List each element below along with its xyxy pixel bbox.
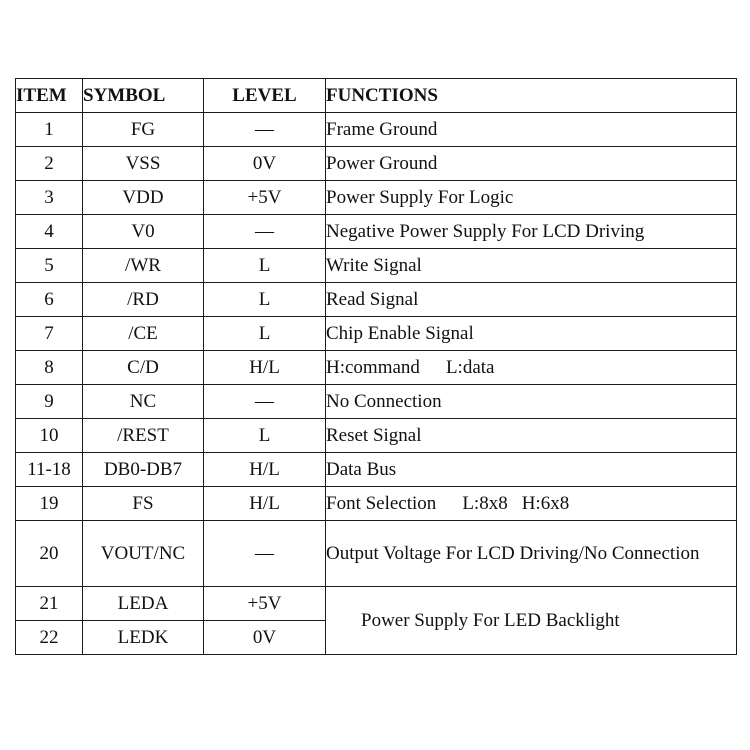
symbol-cell: DB0-DB7 [83, 453, 204, 487]
function-cell: Chip Enable Signal [326, 317, 737, 351]
level-cell: — [204, 521, 326, 587]
table-row [16, 487, 737, 521]
table-row [16, 215, 737, 249]
function-cell: Frame Ground [326, 113, 737, 147]
symbol-cell: FS [83, 487, 204, 521]
item-cell: 19 [16, 487, 83, 521]
function-cell: No Connection [326, 385, 737, 419]
table-row [16, 587, 737, 621]
symbol-cell: /REST [83, 419, 204, 453]
table-row [16, 385, 737, 419]
function-cell: Data Bus [326, 453, 737, 487]
level-cell: +5V [204, 181, 326, 215]
function-cell: Power Ground [326, 147, 737, 181]
symbol-cell: NC [83, 385, 204, 419]
table-row [16, 283, 737, 317]
symbol-cell: /RD [83, 283, 204, 317]
symbol-cell: LEDA [83, 587, 204, 621]
table-row [16, 419, 737, 453]
symbol-cell: VDD [83, 181, 204, 215]
level-cell: — [204, 215, 326, 249]
function-part-8x8: L:8x8 [462, 492, 508, 514]
level-cell: 0V [204, 147, 326, 181]
item-cell: 3 [16, 181, 83, 215]
symbol-cell: /CE [83, 317, 204, 351]
item-cell: 22 [16, 621, 83, 655]
function-cell [326, 351, 737, 385]
item-cell: 6 [16, 283, 83, 317]
item-cell: 9 [16, 385, 83, 419]
table-row [16, 249, 737, 283]
header-symbol: SYMBOL [83, 79, 204, 113]
function-cell: Negative Power Supply For LCD Driving [326, 215, 737, 249]
item-cell: 7 [16, 317, 83, 351]
symbol-cell: VSS [83, 147, 204, 181]
function-cell [326, 487, 737, 521]
level-cell: H/L [204, 351, 326, 385]
item-cell: 4 [16, 215, 83, 249]
level-cell: — [204, 385, 326, 419]
function-cell-merged: Power Supply For LED Backlight [326, 587, 737, 655]
function-part-6x8: H:6x8 [521, 492, 570, 514]
item-cell: 1 [16, 113, 83, 147]
symbol-cell: FG [83, 113, 204, 147]
level-cell: +5V [204, 587, 326, 621]
level-cell: H/L [204, 453, 326, 487]
function-cell: Read Signal [326, 283, 737, 317]
header-item: ITEM [16, 79, 83, 113]
table-row [16, 181, 737, 215]
level-cell: L [204, 317, 326, 351]
item-cell: 10 [16, 419, 83, 453]
level-cell: 0V [204, 621, 326, 655]
item-cell: 11-18 [16, 453, 83, 487]
function-cell: Write Signal [326, 249, 737, 283]
level-cell: H/L [204, 487, 326, 521]
table-row [16, 317, 737, 351]
table-row [16, 453, 737, 487]
symbol-cell: /WR [83, 249, 204, 283]
item-cell: 8 [16, 351, 83, 385]
level-cell: L [204, 419, 326, 453]
level-cell: — [204, 113, 326, 147]
table-row [16, 521, 737, 587]
symbol-cell: LEDK [83, 621, 204, 655]
header-functions: FUNCTIONS [326, 79, 737, 113]
item-cell: 21 [16, 587, 83, 621]
item-cell: 5 [16, 249, 83, 283]
table-row [16, 147, 737, 181]
symbol-cell: VOUT/NC [83, 521, 204, 587]
symbol-cell: V0 [83, 215, 204, 249]
table-row [16, 113, 737, 147]
level-cell: L [204, 249, 326, 283]
header-level: LEVEL [204, 79, 326, 113]
item-cell: 2 [16, 147, 83, 181]
function-cell: Output Voltage For LCD Driving/No Connection [326, 521, 737, 587]
function-part-data: L:data [445, 356, 495, 378]
function-part-command: H:command [326, 356, 420, 378]
pin-definition-table [15, 78, 737, 655]
function-cell: Power Supply For Logic [326, 181, 737, 215]
symbol-cell: C/D [83, 351, 204, 385]
table-header-row [16, 79, 737, 113]
table-row [16, 351, 737, 385]
function-cell: Reset Signal [326, 419, 737, 453]
level-cell: L [204, 283, 326, 317]
item-cell: 20 [16, 521, 83, 587]
function-part-font-selection: Font Selection [326, 492, 437, 514]
